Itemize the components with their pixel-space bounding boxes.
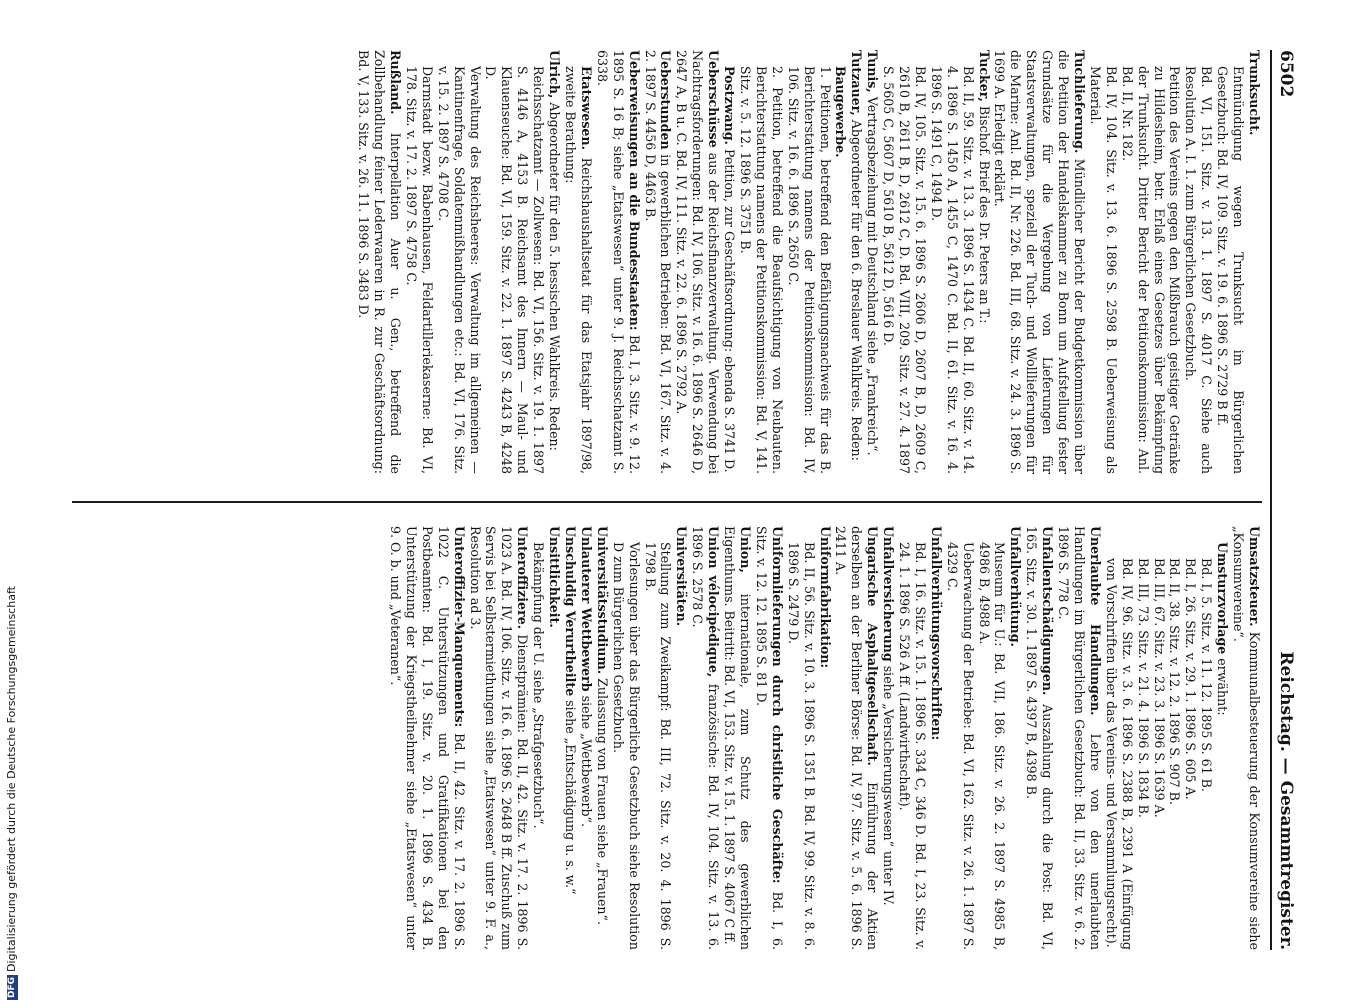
index-subentry: 2. Petition, betreffend die Beaufsichtigung von Neubauten. Berichterstattung namens der Petitionskommission: Bd. V, 141. Sitz. v. 5. 12. 1896 S. 3751 B.: [738, 66, 785, 474]
index-subentry: Bd. II, 56. Sitz. v. 10. 3. 1896 S. 1351 B. Bd. IV, 99. Sitz. v. 8. 6. 1896 S. 2479 D.: [785, 542, 817, 950]
index-subentry: Verwaltung des Reichsheeres: Verwaltung im allgemeinen — Kantinenfrage, Soldatenmißhandlungen etc.: Bd. VI, 176. Sitz. v. 15. 2. 1897 S. 4708 C.: [435, 66, 483, 474]
index-entry: Ungarische Asphaltgesellschaft. Einführung der Aktien derselben an der Berliner Börse: Bd. IV, 97. Sitz. v. 5. 6. 1896 S. 2411 A.: [833, 526, 881, 950]
index-subentry: Umsturzvorlage erwähnt:: [1215, 542, 1231, 716]
index-subentry: Vorlesungen über das Bürgerliche Gesetzbuch siehe Resolution D zum Bürgerlichen Gesetzbuch.: [610, 542, 642, 950]
index-subentry: Entmündigung wegen Trunksucht im Bürgerlichen Gesetzbuch: Bd. IV, 109. Sitz. v. 19. 6. 1896 S. 2729 B ff.: [1215, 66, 1247, 474]
index-subentry: Bekämpfung der U. siehe „Strafgesetzbuch“.: [531, 542, 547, 829]
index-entry: Ueberschüsse aus der Reichsfinanzverwaltung. Verwendung bei Nachtragsforderungen: Bd. IV, 106. Sitz. v. 16. 6. 1896 S. 2646 D, 2647 A, B u. C. Bd. IV, 111. Sitz. v. 22. 6. 1896 S. 2792 A.: [674, 50, 722, 474]
header-rule: [1270, 50, 1272, 950]
page-number: 6502: [1276, 50, 1296, 98]
index-entry: Unlauterer Wettbewerb siehe „Wettbewerb“.: [578, 526, 594, 827]
left-column: [355, 50, 1262, 474]
index-entry: Tuchlieferung. Mündlicher Bericht der Budgetkommission über die Petition der Handelskammer zu Bonn um Aufstellung fester Grundsätze für die Vergebung von Lieferungen für Staatsverwaltungen, speziell der Tuch- und Wolllieferungen für die Marine: Anl. Bd. II, Nr. 226. Bd. III, 68. Sitz. v. 24. 3. 1896 S. 1699 A. Erledigt erklärt.: [992, 50, 1088, 474]
index-subentry: Bd. I, 5. Sitz. v. 11. 12. 1895 S. 61 B.: [1199, 558, 1215, 792]
index-entry: Unsittlichkeit.: [547, 526, 563, 628]
index-entry: Uniformlieferungen durch christliche Geschäfte: Bd. I, 6. Sitz. v. 12. 12. 1895 S. 81 D.: [753, 526, 785, 950]
index-subentry: Etatswesen. Reichshaushaltsetat für das Etatsjahr 1897/98, zweite Berathung:: [563, 66, 594, 474]
index-subentry: Bd. I, 26. Sitz. v. 29. 1. 1896 S. 605 A.: [1183, 558, 1199, 800]
index-subentry: Bd. II, 38. Sitz. v. 12. 2. 1896 S. 907 B.: [1167, 558, 1183, 805]
index-entry: Unschuldig Verurtheilte siehe „Entschädigung u. s. w.“: [563, 526, 579, 895]
footer-note: DFGDigitalisierung gefördert durch die Deutsche Forschungsgemeinschaft: [5, 586, 18, 998]
right-column: [387, 526, 1262, 950]
running-title: Reichstag. — Gesammtregister.: [1276, 651, 1296, 950]
index-subentry: Postzwang. Petition, zur Geschäftsordnung: ebenda S. 3741 D.: [722, 66, 738, 473]
column-rule: [72, 501, 1262, 503]
index-entry: Tutzauer, Abgeordneter für den 6. Breslauer Wahlkreis. Reden:: [849, 50, 865, 461]
index-entry: Tunis, Vertragsbeziehung mit Deutschland siehe „Frankreich“.: [865, 50, 881, 456]
index-subentry: Bd. III, 67. Sitz. v. 23. 3. 1896 S. 1639 A.: [1151, 558, 1167, 818]
index-entry: Rußland. Interpellation Auer u. Gen., betreffend die Zollbehandlung feiner Lederwaaren in R. zur Geschäftsordnung: Bd. V, 133. Sitz. v. 26. 11. 1896 S. 3483 D.: [356, 50, 404, 474]
index-entry: Universitätsstudium. Zulassung von Frauen siehe „Frauen“.: [594, 526, 610, 925]
index-subentry: Bd. IV, 104. Sitz. v. 13. 6. 1896 S. 2598 B. Ueberweisung als Material.: [1087, 66, 1119, 474]
rotated-page-content: [56, 50, 1296, 950]
index-subentry: Reichsschatzamt — Zollwesen: Bd. VI, 156. Sitz. v. 19. 1. 1897 S. 4146 A, 4153 B. Reichsamt des Innern — Maul- und Klauenseuche: Bd. VI, 159. Sitz. v. 22. 1. 1897 S. 4243 B, 4248 D.: [483, 66, 547, 474]
index-entry: Unfallentschädigungen. Auszahlung durch die Post: Bd. VI, 165. Sitz. v. 30. 1. 1897 S. 4397 B, 4398 B.: [1024, 526, 1056, 950]
index-entry: Unfallverhütung.: [1008, 526, 1024, 647]
dfg-logo-icon: DFG: [6, 976, 17, 998]
index-entry: Universitäten.: [674, 526, 690, 627]
index-entry: Uniformfabrikation:: [817, 526, 833, 669]
index-entry: Union, internationale, zum Schutz des gewerblichen Eigenthums. Beitritt: Bd. VI, 153. Sitz. v. 15. 1. 1897 S. 4067 C ff.: [722, 526, 753, 950]
index-entry: Unteroffiziere. Dienstprämien: Bd. II, 42. Sitz. v. 17. 2. 1896 S. 1023 A. Bd. IV, 106. Sitz. v. 16. 6. 1896 S. 2648 B ff. Zuschuß zum Servis bei Selbstermiethungen siehe „Etatswesen“ unter 9. F. a., Resolution ad 3.: [467, 526, 531, 950]
index-subentry: Baugewerbe.: [833, 66, 849, 158]
index-entry: Unerlaubte Handlungen. Lehre von den unerlaubten Handlungen im Bürgerlichen Gesetzbuch: Bd. II, 33. Sitz. v. 6. 2. 1896 S. 778 C.: [1056, 526, 1103, 950]
index-subentry: Darmstadt bezw. Babenhausen, Feldartilleriekaserne: Bd. VI, 178. Sitz. v. 17. 2. 1897 S. 4758 C.: [403, 66, 435, 474]
index-subentry: Bd. IV, 96. Sitz. v. 3. 6. 1896 S. 2388 B, 2391 A (Einfügung von Vorschriften über das Vereins- und Versammlungsrecht).: [1103, 558, 1135, 950]
index-entry: Tucker, Bischof. Brief des Dr. Peters an T.:: [976, 50, 992, 324]
index-entry: Unfallverhütungsvorschriften:: [928, 526, 944, 741]
index-entry: Umsatzsteuer. Kommunalbesteuerung der Konsumvereine siehe „Konsumvereine“.: [1231, 526, 1262, 950]
index-subentry: 1. Petitionen, betreffend den Befähigungsnachweis für das B. Berichterstattung namens der Petitionskommission: Bd. IV, 106. Sitz. v. 16. 6. 1896 S. 2650 C.: [785, 66, 833, 474]
index-entry: Ueberstunden in gewerblichen Betrieben: Bd. VI, 167. Sitz. v. 4. 2. 1897 S. 4456 D, 4463 B.: [642, 50, 674, 474]
index-subentry: Bd. VI, 151. Sitz. v. 13. 1. 1897 S. 4017 C. Siehe auch Resolution A. I. 1. zum Bürgerlichen Gesetzbuch.: [1183, 66, 1215, 474]
index-subentry: Bd. II, 59. Sitz. v. 13. 3. 1896 S. 1434 C. Bd. II, 60. Sitz. v. 14. 4. 1896 S. 1450 A, 1455 C, 1470 C. Bd. II, 61. Sitz. v. 16. 4. 1896 S. 1491 C, 1494 D.: [928, 66, 976, 474]
index-subentry: Ueberwachung der Betriebe: Bd. VI, 162. Sitz. v. 26. 1. 1897 S. 4329 C.: [944, 542, 976, 950]
index-subentry: Bd. IV, 105. Sitz. v. 15. 6. 1896 S. 2606 D, 2607 B, D, 2609 C, 2610 B, 2611 B, D, 2612 C, D. Bd. VIII, 209. Sitz. v. 27. 4. 1897 S. 5605 C, 5607 D, 5610 B, 5612 D, 5616 D.: [881, 66, 928, 474]
index-entry: Ulrich, Abgeordneter für den 5. hessischen Wahlkreis. Reden:: [547, 50, 563, 451]
index-entry: Unfallversicherung siehe „Versicherungswesen“ unter IV.: [881, 526, 897, 906]
index-entry: Union vélocipédique, französische: Bd. IV, 104. Sitz. v. 13. 6. 1896 S. 2578 C.: [690, 526, 722, 950]
index-subentry: Museum für U.: Bd. VII, 186. Sitz. v. 26. 2. 1897 S. 4985 B, 4986 B, 4988 A.: [976, 542, 1008, 950]
index-entry: Trunksucht.: [1247, 50, 1262, 136]
index-entry: Ueberweisungen an die Bundesstaaten: Bd. I, 3. Sitz. v. 9. 12. 1895 S. 16 B; siehe „Etatswesen“ unter 9. J. Reichsschatzamt S. 6338.: [594, 50, 642, 474]
index-subentry: Bd. I, 16. Sitz. v. 15. 1. 1896 S. 334 C, 346 D. Bd. I, 23. Sitz. v. 24. 1. 1896 S. 526 A ff. (Landwirthschaft).: [897, 542, 928, 950]
index-subentry: Petition des Vereins gegen den Mißbrauch geistiger Getränke zu Hildesheim, betr. Erlaß eines Gesetzes über Bekämpfung der Trunksucht. Dritter Bericht der Petitionskommission: Anl. Bd. II, Nr. 182.: [1119, 66, 1183, 474]
index-subentry: Stellung zum Zweikampf: Bd. III, 72. Sitz. v. 20. 4. 1896 S. 1798 B.: [642, 542, 674, 950]
index-entry: Unteroffizier-Manquements: Bd. II, 42. Sitz. v. 17. 2. 1896 S. 1022 C. Unterstützungen und Gratifikationen bei den Postbeamten: Bd. I, 19. Sitz. v. 20. 1. 1896 S. 434 B. Unterstützung der Kriegstheilnehmer siehe „Etatswesen“ unter 9. O. b. und „Veteranen“.: [388, 526, 467, 950]
index-subentry: Bd. III, 73. Sitz. v. 21. 4. 1896 S. 1834 B.: [1135, 558, 1151, 818]
